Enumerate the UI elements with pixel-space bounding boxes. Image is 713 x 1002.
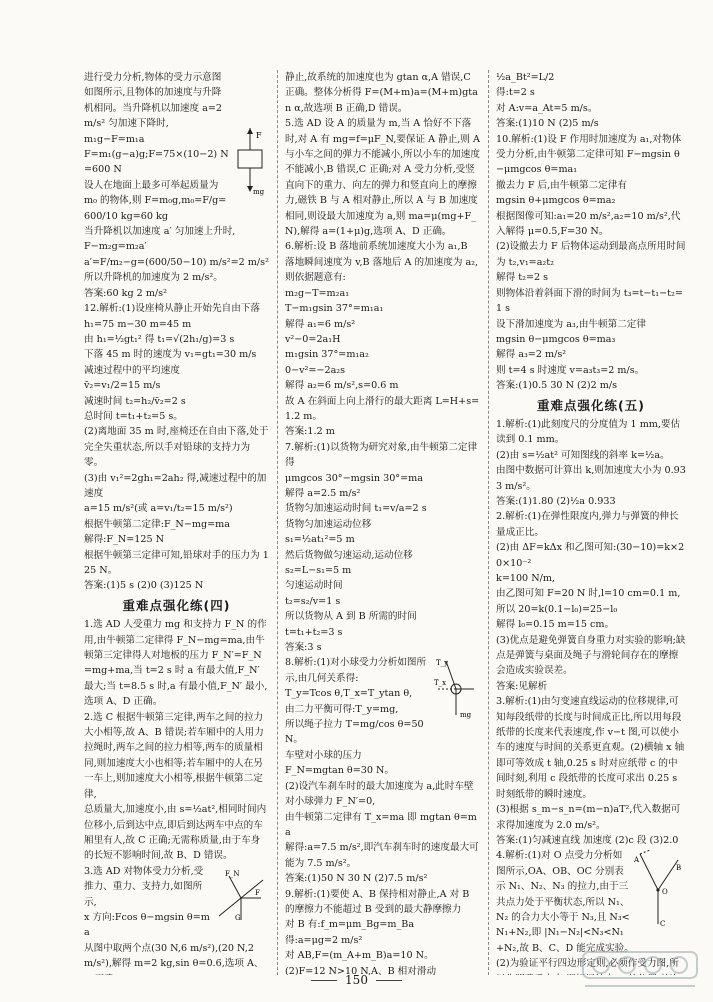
text-line: 由牛顿第二定律有 T_x=ma 即 mgtan θ=ma	[285, 811, 477, 838]
text-line: 解得 a=2.5 m/s²	[285, 487, 361, 499]
text-line: (3)根据 s_m−s_n=(m−n)aT²,代入数据可求得加速度为 2.0 m/s²。	[496, 804, 681, 831]
text-line: 10.解析:(1)设 F 作用时加速度为 a₁,对物体受力分析,由牛顿第二定律可知 F−mgsin θ−μmgcos θ=ma₁	[496, 133, 682, 176]
text-line: 0−v²=−2a₂s	[285, 364, 346, 376]
text-line: 当升降机以加速度 a′ 匀加速上升时,	[84, 226, 236, 238]
text-line: (2)设撤去力 F 后物体运动到最高点所用时间为 t₂,v₁=a₂t₂	[496, 241, 686, 268]
text-line: 静止,故系统的加速度也为 gtan α,A 错误,C 正确。整体分析得 F=(M+m)a=(M+m)gtan α,故选项 B 正确,D 错误。	[285, 72, 478, 114]
text-line: 根据牛顿第二定律:F_N−mg=ma	[84, 518, 230, 530]
text-line: 所以绳子拉力 T=mg/cos θ=50 N。	[285, 719, 424, 746]
text-line: 3.解析:(1)由匀变速直线运动的位移规律,可知每段纸带的长度与时间成正比,所以用每段纸带的长度来代表速度,作 v−t 图,可以使小车的速度与时间的关系更直观。(2)横轴 x 轴即可等效成 t 轴,0.25 s 时对应纸带 c 的中间时刻,利用 c 段纸带的长度可求出 0.25 s 时刻纸带的瞬时速度。	[496, 696, 685, 800]
text-line: 然后货物做匀速运动,运动位移	[285, 549, 413, 561]
text-line: v̄₂=v₁/2=15 m/s	[84, 380, 161, 392]
text-line: F−m₂g=m₂a′	[84, 241, 147, 253]
section-5-block	[496, 417, 686, 975]
text-line: 所以货物从 A 到 B 所需的时间	[285, 611, 417, 623]
text-line: 7.解析:(1)以货物为研究对象,由牛顿第二定律得	[285, 441, 478, 469]
text-line: 根据牛顿第三定律可知,铅球对手的压力为 125 N。	[84, 549, 269, 576]
text-line: T_y=Tcos θ,T_x=T_ytan θ,	[285, 688, 413, 700]
text-line: F_N=mgtan θ=30 N。	[285, 765, 394, 777]
text-line: 总质量大,加速度小,由 s=½at²,相同时间内位移小,后到达中点,即后到达两车中点的车厢里有人,故 C 正确;无需称质量,由于车身的长短不影响时间,故 B、D 错误。	[84, 804, 267, 862]
text-line: 解得 a₁=6 m/s²	[285, 318, 356, 330]
text-line: (2)设汽车刹车时的最大加速度为 a,此时车壁对小球弹力 F_N′=0,	[285, 780, 474, 808]
svg-text:F_N: F_N	[225, 869, 240, 878]
text-line: 8.解析:(1)对小球受力分析如图所示,由几何关系得:	[285, 657, 427, 684]
solution-block-2	[285, 70, 480, 975]
column-2	[285, 70, 480, 975]
text-line: 从图中取两个点(30 N,6 m/s²),(20 N,2 m/s²),解得 m=2 kg,sin θ=0.6,选项 A、	[84, 942, 264, 970]
text-line: 得:a=μg=2 m/s²	[285, 934, 363, 946]
text-line: ½a_Bt²=L/2	[496, 72, 555, 83]
text-line: 货物匀加速运动时间 t₁=v/a=2 s	[285, 503, 427, 515]
text-line: 撤去力 F 后,由牛顿第二定律有	[496, 179, 627, 191]
svg-text:F: F	[255, 888, 260, 897]
text-line: 减速过程中的平均速度	[84, 364, 180, 376]
text-line: (2)由 ΔF=kΔx 和乙图可知:(30−10)=k×20×10⁻²	[496, 542, 685, 569]
text-line: 匀速运动时间	[285, 580, 343, 592]
text-line: μmgcos 30°−mgsin 30°=ma	[285, 472, 423, 484]
ball-force-diagram	[434, 657, 478, 719]
answer-line: 答案:(1)50 N 30 N (2)7.5 m/s²	[285, 873, 428, 885]
text-line: 3.选 AD 对物体受力分析,受推力、重力、支持力,如图所示,	[84, 865, 204, 908]
text-line: t₂=s₂/v=1 s	[285, 595, 341, 607]
svg-text:T_y: T_y	[436, 659, 449, 668]
text-line: 解得:a=7.5 m/s²,即汽车刹车时的速度最大可能为 7.5 m/s²。	[285, 842, 479, 869]
text-line: 5.选 AD 设 A 的质量为 m,当 A 恰好不下落时,对 A 有 mg=f=μF_N,要保证 A 静止,则 A 与小车之间的弹力不能减小,所以小车的加速度不能减小,B 错误,C 正确;对 A 受力分析,受竖直向下的重力、向左的弹力和竖直向上的摩擦力,磁铁 B 与 A 相对静止,所以 A 与 B 加速度相同,则设最大加速度为 a,则 ma=μ(mg+F_N),解得 a=(1+μ)g,选项 A、D 正确。	[285, 118, 480, 238]
section-heading-4: 重难点强化练(四)	[122, 597, 231, 613]
answer-line: 答案:3 s	[285, 642, 322, 654]
text-line: 所以升降机的加速度为 2 m/s²。	[84, 272, 223, 284]
text-line: m₂g−T=m₂a₁	[285, 287, 350, 299]
text-line: 则 t=4 s 时速度 v=a₃t₃=2 m/s。	[496, 364, 645, 376]
svg-text:T_x: T_x	[434, 679, 447, 688]
text-line: a=15 m/s²(或 a=v₁/t₂=15 m/s²)	[84, 503, 233, 515]
text-line: 1.解析:(1)此刻度尺的分度值为 1 mm,要估读到 0.1 mm。	[496, 418, 681, 446]
answer-line: 答案:(1)0.5 30 N (2)2 m/s	[496, 380, 618, 392]
text-line: t=t₁+t₂=3 s	[285, 626, 343, 638]
answer-line: 答案:(1)1.80 (2)½a 0.933	[496, 495, 616, 507]
text-line: 对 AB,F=(m_A+m_B)a=10 N。	[285, 950, 434, 962]
text-line: x 方向:Fcos θ−mgsin θ=ma	[84, 911, 210, 939]
text-line: 总时间 t=t₁+t₂=5 s。	[84, 410, 183, 422]
text-line: 对 A:v=a_At=5 m/s。	[496, 102, 598, 114]
svg-text:C: C	[660, 920, 666, 929]
text-line: 由 h₁=½gt₁² 得 t₁=√(2h₁/g)=3 s	[84, 333, 235, 345]
text-line: 6.解析:设 B 落地前系统加速度大小为 a₁,B 落地瞬间速度为 v,B 落地后 A 的加速度为 a₂,则依据题意有:	[285, 241, 479, 284]
answer-line: 答案:见解析	[496, 680, 548, 692]
text-line: 由乙图可知 F=20 N 时,l=10 cm=0.1 m,所以 20=k(0.1−l₀)=25−l₀	[496, 588, 681, 615]
svg-text:F: F	[256, 131, 262, 140]
text-line: (3)由 v₁²=2gh₁=2ah₂ 得,减速过程中的加速度	[84, 472, 267, 499]
text-line: (2)由 s=½at² 可知图线的斜率 k=½a。	[496, 449, 670, 461]
text-line: 解得 t₂=2 s	[496, 272, 549, 284]
text-line: 解得 l₀=0.15 m=15 cm。	[496, 619, 615, 631]
text-line: 故 A 在斜面上向上滑行的最大距离 L=H+s=1.2 m。	[285, 395, 480, 422]
answer-line: 答案:1.2 m	[285, 426, 335, 438]
text-line: 货物匀加速运动位移	[285, 518, 372, 530]
text-line: 设人在地面上最多可举起质量为 m₀ 的物体,则 F=m₀g,m₀=F/g=600/10 kg=60 kg	[84, 179, 227, 222]
text-line: (3)优点是避免弹簧自身重力对实验的影响;缺点是弹簧与桌面及绳子与滑轮间存在的摩擦会造成实验误差。	[496, 634, 686, 677]
text-line: mgsin θ+μmgcos θ=ma₂	[496, 195, 616, 207]
answer-line: 答案:(1)5 s (2)0 (3)125 N	[84, 580, 204, 592]
svg-text:G: G	[235, 913, 241, 922]
text-line: 下落 45 m 时的速度为 v₁=gt₁=30 m/s	[84, 349, 257, 361]
text-line: 解得 a₃=2 m/s²	[496, 349, 567, 361]
text-line: 根据图像可知:a₁=20 m/s²,a₂=10 m/s²,代入解得 μ=0.5,F=30 N。	[496, 210, 681, 238]
text-line: m₁gsin 37°=m₁a₂	[285, 349, 369, 361]
svg-text:O: O	[662, 888, 668, 897]
column-divider-2	[488, 70, 489, 975]
text-line: 对 B 有:f_m=μm_Bg=m_Ba	[285, 919, 415, 931]
section-4-block	[84, 617, 269, 975]
text-line: (2)为验证平行四边形定则,必须作受力图,所	[496, 958, 679, 970]
text-line: k=100 N/m,	[496, 573, 555, 584]
column-1	[84, 70, 269, 975]
column-3	[496, 70, 686, 975]
watermark-logo	[581, 948, 699, 992]
text-line: 车壁对小球的压力	[285, 749, 362, 761]
answer-line: 答案:(1)匀减速直线 加速度 (2)c 段 (3)2.0	[496, 834, 679, 846]
page-number: 150	[0, 973, 713, 987]
svg-text:mg: mg	[460, 711, 472, 720]
text-line: T−m₁gsin 37°=m₁a₁	[285, 303, 384, 315]
text-line: v²−0=2a₁H	[285, 333, 341, 345]
answer-line: 答案:(1)10 N (2)5 m/s	[496, 118, 599, 130]
text-line: a′=F/m₂−g=(600/50−10) m/s²=2 m/s²	[84, 256, 269, 268]
text-line: F=m₁(g−a)g;F=75×(10−2) N=600 N	[84, 149, 229, 176]
solution-block-3	[496, 70, 686, 394]
text-line: s₂=L−s₁=5 m	[285, 565, 352, 576]
text-line: 4.解析:(1)对 O 点受力分析如图所示,OA、OB、OC 分别表示 N₁、N₂、N₃ 的拉力,由于三共点力处于平衡状态,所以 N₁、N₂ 的合力大小等于 N₃,且 N₃<N₁+N₂,即 |N₁−N₂|<N₃<N₁+N₂,故 B、C、D 能完成实验。	[496, 850, 634, 954]
text-line: s₁=½at₁²=5 m	[285, 534, 355, 546]
text-line: 解得 a₂=6 m/s²,s=0.6 m	[285, 380, 399, 392]
text-line: 得:t=2 s	[496, 87, 535, 99]
text-line: 12.解析:(1)设座椅从静止开始先自由下落 h₁=75 m−30 m=45 m	[84, 303, 260, 330]
svg-text:B: B	[676, 864, 682, 873]
text-line: 1.选 AD 人受重力 mg 和支持力 F_N 的作用,由牛顿第二定律得 F_N−mg=ma,由牛顿第三定律得人对地板的压力 F_N′=F_N=mg+ma,当 t=2 s 时 a 有最大值,F_N′ 最大;当 t=8.5 s 时,a 有最小值,F_N′ 最小,选项 A、D 正确。	[84, 619, 268, 708]
knot-force-diagram	[634, 850, 684, 928]
text-line: 减速时间 t₂=h₂/v̄₂=2 s	[84, 395, 186, 407]
text-line: 9.解析:(1)要使 A、B 保持相对静止,A 对 B 的摩擦力不能超过 B 受到的最大静摩擦力	[285, 888, 470, 915]
incline-force-diagram	[215, 866, 267, 922]
text-line: 解得:F_N=125 N	[84, 534, 165, 546]
text-line: 由二力平衡可得:T_y=mg,	[285, 703, 399, 715]
answer-line: 答案:60 kg 2 m/s²	[84, 287, 167, 299]
text-line: mgsin θ−μmgcos θ=ma₃	[496, 333, 616, 345]
text-line: 设下滑加速度为 a₃,由牛顿第二定律	[496, 318, 646, 330]
force-diagram-box	[233, 126, 267, 196]
text-line: 由图中数据可计算出 k,则加速度大小为 0.933 m/s²。	[496, 465, 686, 492]
section-heading-5: 重难点强化练(五)	[537, 397, 645, 413]
svg-text:mg: mg	[253, 188, 265, 196]
text-line: 2.选 C 根据牛顿第三定律,两车之间的拉力大小相等,故 A、B 错误;若车厢中的人用力拉绳时,两车之间的拉力相等,两车的质量相同,则加速度大小也相等;若车厢中的人在另一车上,则加速度大小相等,根据牛顿第二定律,	[84, 711, 264, 800]
text-line: m₁g−F=m₁a	[84, 133, 145, 145]
text-line: 则物体沿着斜面下滑的时间为 t₃=t−t₁−t₂=1 s	[496, 287, 683, 315]
column-divider-1	[277, 70, 278, 975]
svg-text:A: A	[634, 856, 640, 865]
text-line: (2)F=12 N>10 N,A、B 相对滑动	[285, 965, 437, 975]
text-line: 2.解析:(1)在弹性限度内,弹力与弹簧的伸长量成正比。	[496, 511, 679, 538]
text-line: (2)离地面 35 m 时,座椅还在自由下落,处于完全失重状态,所以手对铅球的支持力为零。	[84, 426, 269, 469]
text-line: 进行受力分析,物体的受力示意图如图所示,且物体的加速度与升降机相同。当升降机以加速度 a=2 m/s² 匀加速下降时,	[84, 72, 223, 130]
